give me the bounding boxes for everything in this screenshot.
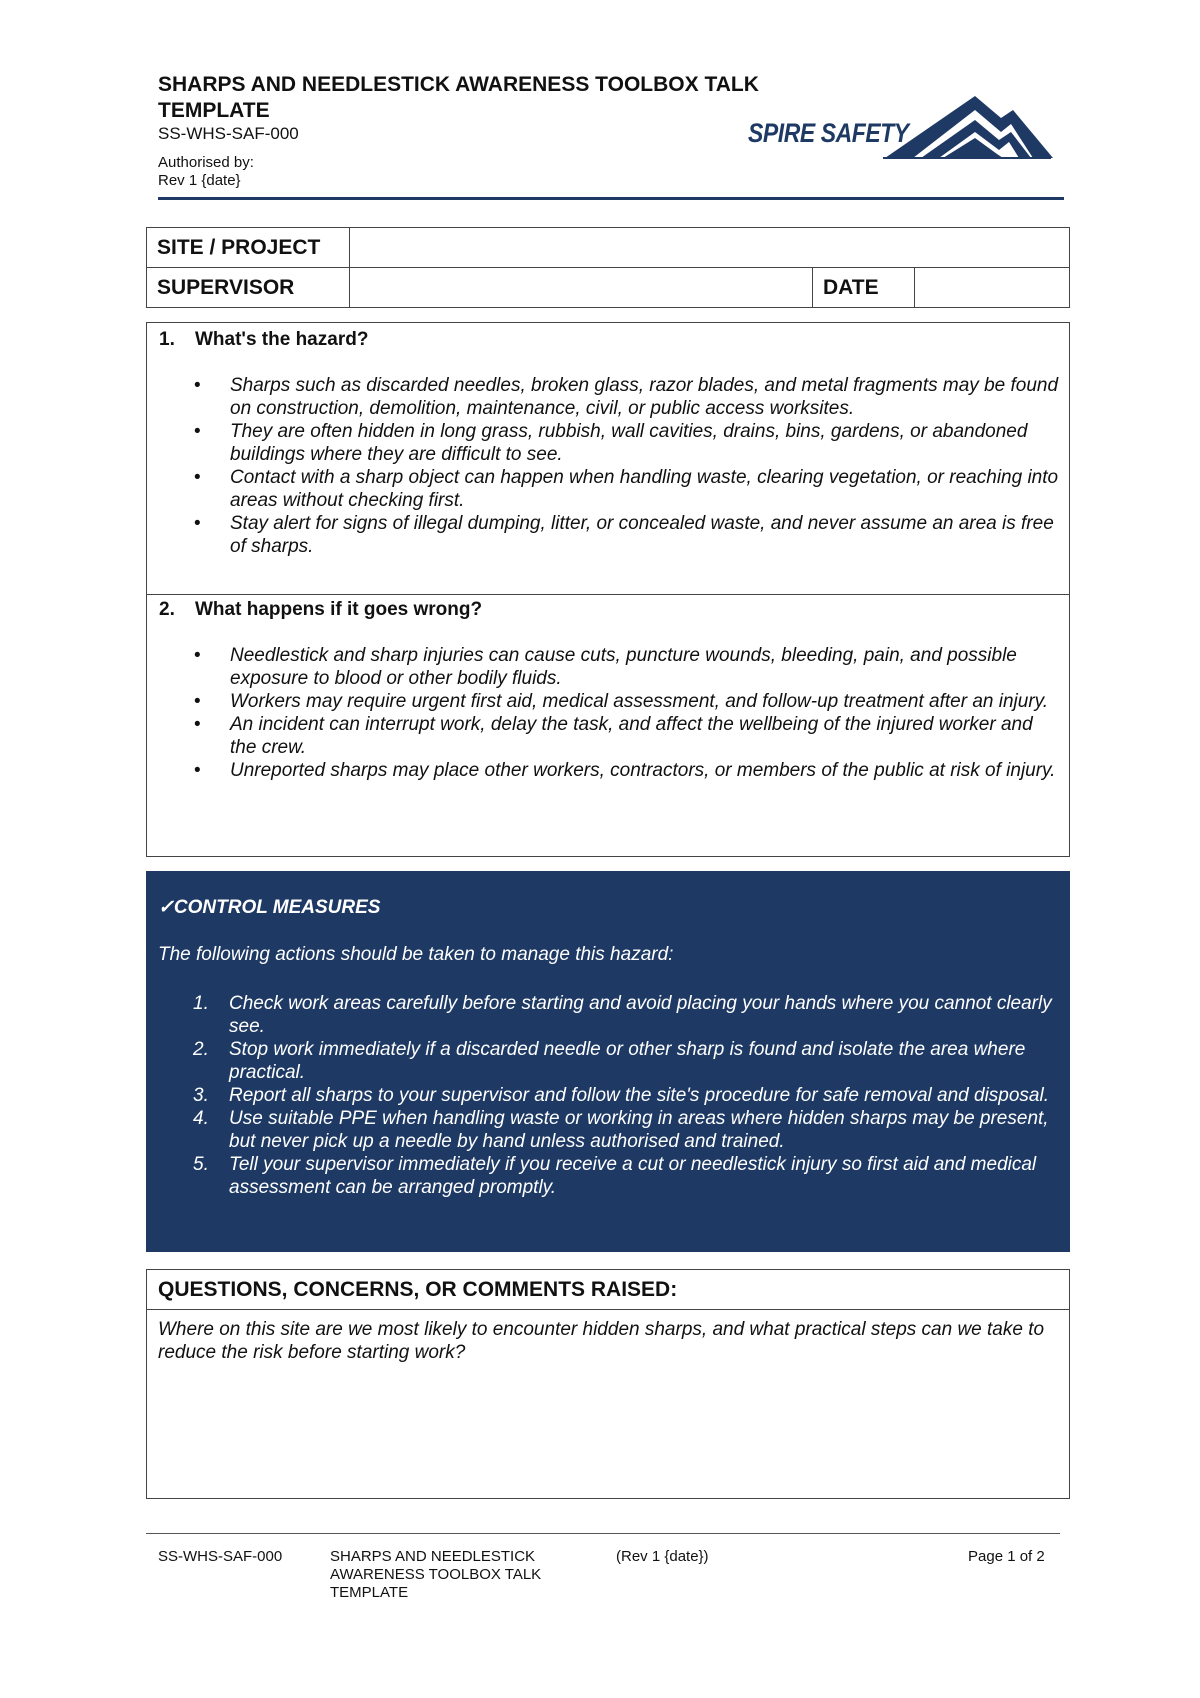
list-item: 3. Report all sharps to your supervisor and follow the site's procedure for safe removal and disposal. [193, 1085, 1049, 1106]
list-item: • Workers may require urgent first aid, medical assessment, and follow-up treatment after an injury. [230, 690, 1069, 713]
mountain-logo-icon [883, 90, 1053, 160]
list-item: • An incident can interrupt work, delay the task, and affect the wellbeing of the injured worker and the crew. [230, 713, 1069, 759]
document-code: SS-WHS-SAF-000 [158, 124, 299, 143]
document-title: SHARPS AND NEEDLESTICK AWARENESS TOOLBOX TALK TEMPLATE [158, 73, 759, 122]
footer-revision: (Rev 1 {date}) [616, 1548, 709, 1565]
control-measures-heading: ✓CONTROL MEASURES [158, 897, 381, 918]
list-item: • Unreported sharps may place other workers, contractors, or members of the public at risk of injury. [230, 759, 1069, 782]
consequence-heading: 2. What happens if it goes wrong? [159, 599, 483, 620]
revision: Rev 1 {date} [158, 172, 241, 189]
supervisor-label: SUPERVISOR [147, 268, 350, 308]
logo-text: SPIRE SAFETY [748, 118, 909, 148]
supervisor-field[interactable] [350, 268, 813, 308]
authorised-by: Authorised by: [158, 154, 254, 171]
footer-code: SS-WHS-SAF-000 [158, 1548, 283, 1565]
questions-field[interactable]: Where on this site are we most likely to encounter hidden sharps, and what practical steps can we take to reduce the risk before starting work? [158, 1319, 1045, 1363]
document-header [158, 72, 1058, 202]
footer-title: SHARPS AND NEEDLESTICK AWARENESS TOOLBOX TALK TEMPLATE [330, 1548, 542, 1601]
page-number: Page 1 of 2 [968, 1548, 1045, 1565]
control-measures-panel [146, 871, 1070, 1252]
consequence-section [146, 593, 1070, 857]
consequence-list [147, 644, 1069, 782]
questions-section [146, 1269, 1070, 1499]
authorisation-block [158, 154, 254, 190]
list-item: 2. Stop work immediately if a discarded needle or other sharp is found and isolate the area where practical. [193, 1039, 1026, 1083]
questions-heading: QUESTIONS, CONCERNS, OR COMMENTS RAISED: [147, 1270, 1069, 1310]
list-item: • They are often hidden in long grass, rubbish, wall cavities, drains, bins, gardens, or abandoned buildings where they are difficult to see. [230, 420, 1069, 466]
date-field[interactable] [915, 268, 1070, 308]
control-measures-list [146, 992, 1059, 1199]
list-item: 4. Use suitable PPE when handling waste or working in areas where hidden sharps may be present, but never pick up a needle by hand unless authorised and trained. [193, 1108, 1049, 1152]
site-info-table [146, 227, 1070, 308]
control-measures-intro: The following actions should be taken to manage this hazard: [158, 944, 674, 965]
site-project-field[interactable] [350, 228, 1070, 268]
spire-safety-logo [748, 90, 1068, 170]
hazard-section [146, 322, 1070, 595]
list-item: • Needlestick and sharp injuries can cause cuts, puncture wounds, bleeding, pain, and possible exposure to blood or other bodily fluids. [230, 644, 1069, 690]
list-item: • Stay alert for signs of illegal dumping, litter, or concealed waste, and never assume an area is free of sharps. [230, 512, 1069, 558]
site-project-label: SITE / PROJECT [147, 228, 350, 268]
footer-divider [146, 1533, 1060, 1534]
list-item: 5. Tell your supervisor immediately if you receive a cut or needlestick injury so first aid and medical assessment can be arranged promptly. [193, 1154, 1037, 1198]
hazard-heading: 1. What's the hazard? [159, 329, 369, 350]
list-item: • Contact with a sharp object can happen when handling waste, clearing vegetation, or reaching into areas without checking first. [230, 466, 1069, 512]
date-label: DATE [813, 268, 915, 308]
header-divider [158, 197, 1064, 200]
list-item: 1. Check work areas carefully before starting and avoid placing your hands where you cannot clearly see. [193, 993, 1052, 1037]
list-item: • Sharps such as discarded needles, broken glass, razor blades, and metal fragments may be found on construction, demolition, maintenance, civil, or public access worksites. [230, 374, 1069, 420]
hazard-list [147, 374, 1069, 558]
